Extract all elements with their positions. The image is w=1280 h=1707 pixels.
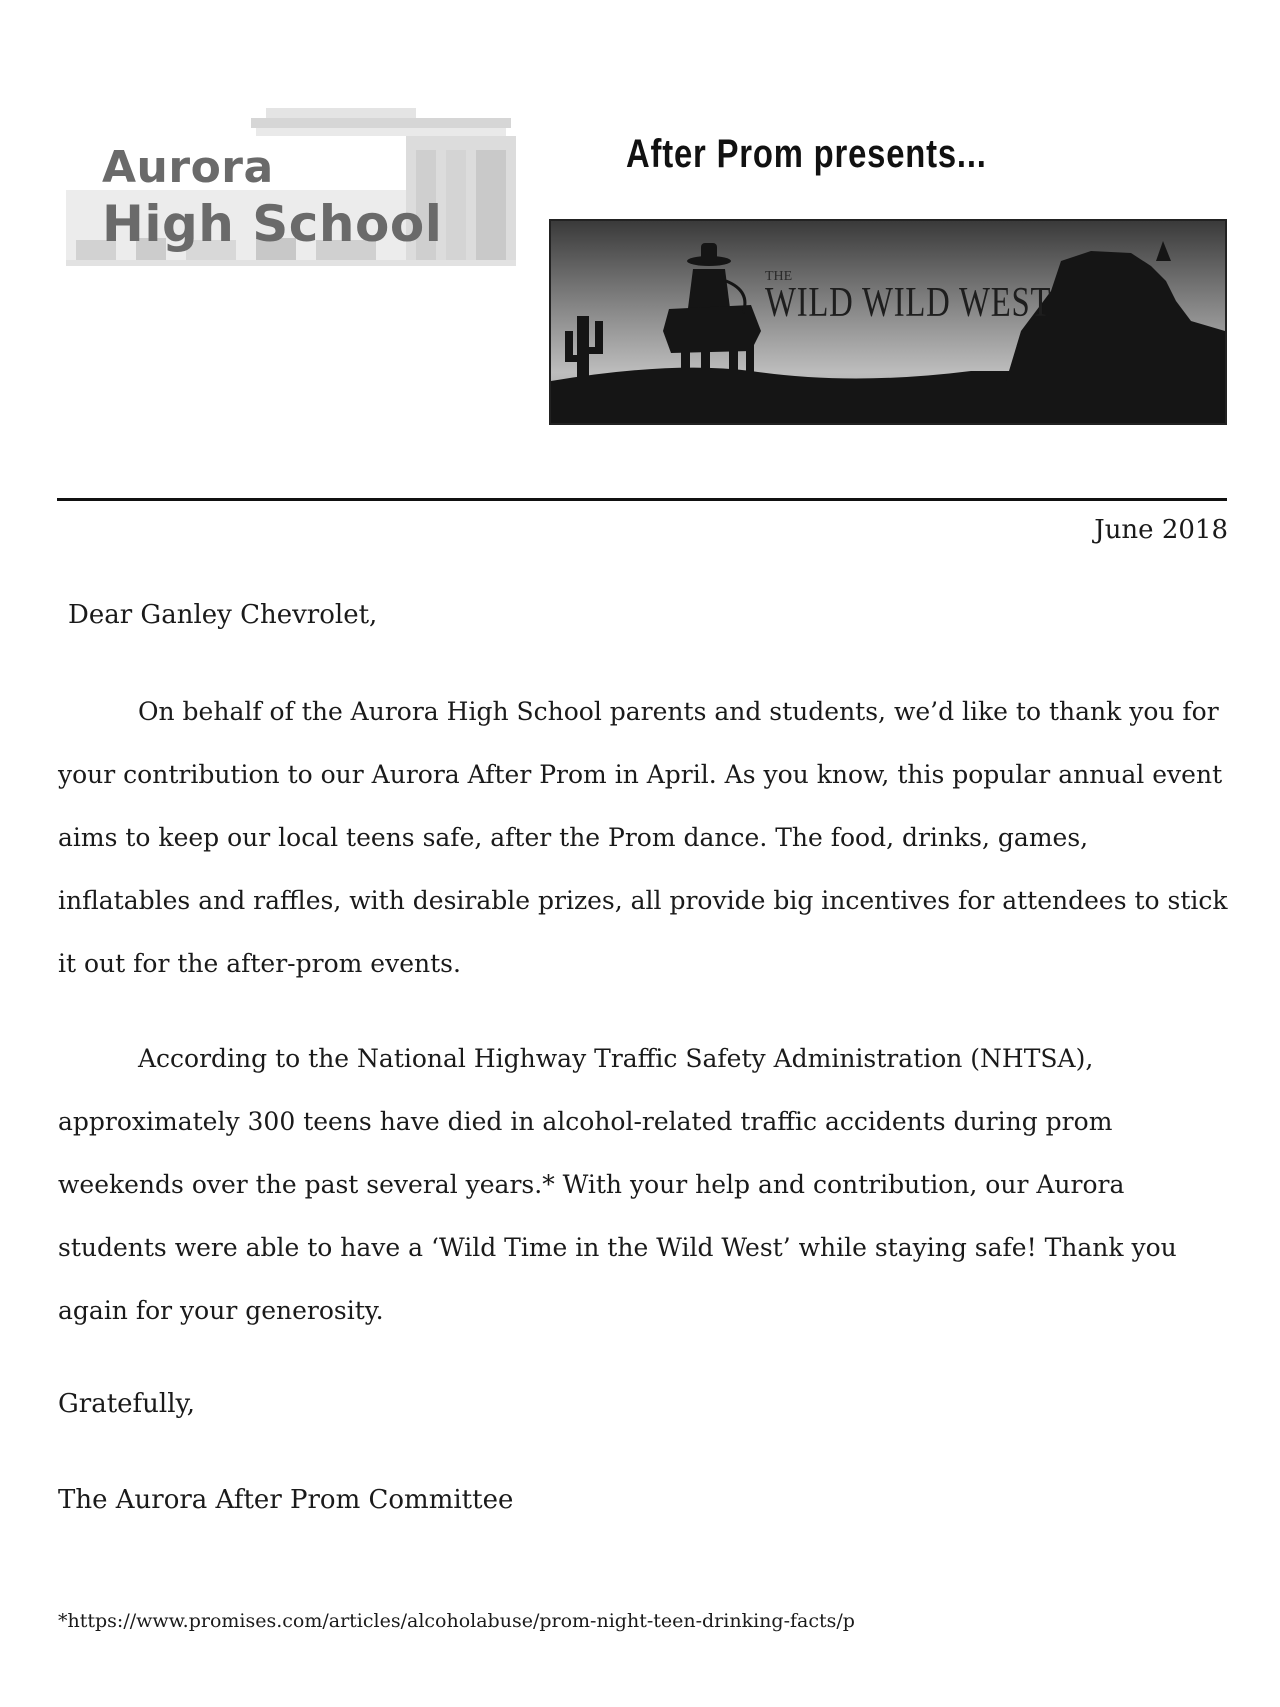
banner-the-label: THE (765, 269, 793, 284)
logo-line-aurora: Aurora (102, 142, 274, 193)
letter-footnote: *https://www.promises.com/articles/alcoholabuse/prom-night-teen-drinking-facts/p (58, 1610, 855, 1632)
header-divider (57, 498, 1227, 501)
after-prom-presents-heading: After Prom presents... (626, 132, 987, 176)
letter-signature: The Aurora After Prom Committee (58, 1485, 514, 1515)
banner-title: WILD WILD WEST (765, 280, 1052, 326)
school-logo (66, 100, 536, 300)
wild-west-banner (549, 219, 1227, 425)
letter-paragraph-1: On behalf of the Aurora High School parents and students, we’d like to thank you for your contribution to our Aurora After Prom in April. As you know, this popular annual event aims to keep our local teens safe, after the Prom dance. The food, drinks, games, inflatables and raffles, with desirable prizes, all provide big incentives for attendees to stick it out for the after-prom events. (58, 697, 1228, 978)
letter-salutation: Dear Ganley Chevrolet, (68, 600, 378, 630)
logo-line-high-school: High School (102, 195, 443, 253)
letter-date: June 2018 (1094, 515, 1228, 545)
letter-paragraph-2: According to the National Highway Traffic Safety Administration (NHTSA), approximately 300 teens have died in alcohol-related traffic accidents during prom weekends over the past several years.* With your help and contribution, our Aurora students were able to have a ‘Wild Time in the Wild West’ while staying safe! Thank you again for your generosity. (58, 1044, 1177, 1325)
letter-closing: Gratefully, (58, 1389, 196, 1419)
